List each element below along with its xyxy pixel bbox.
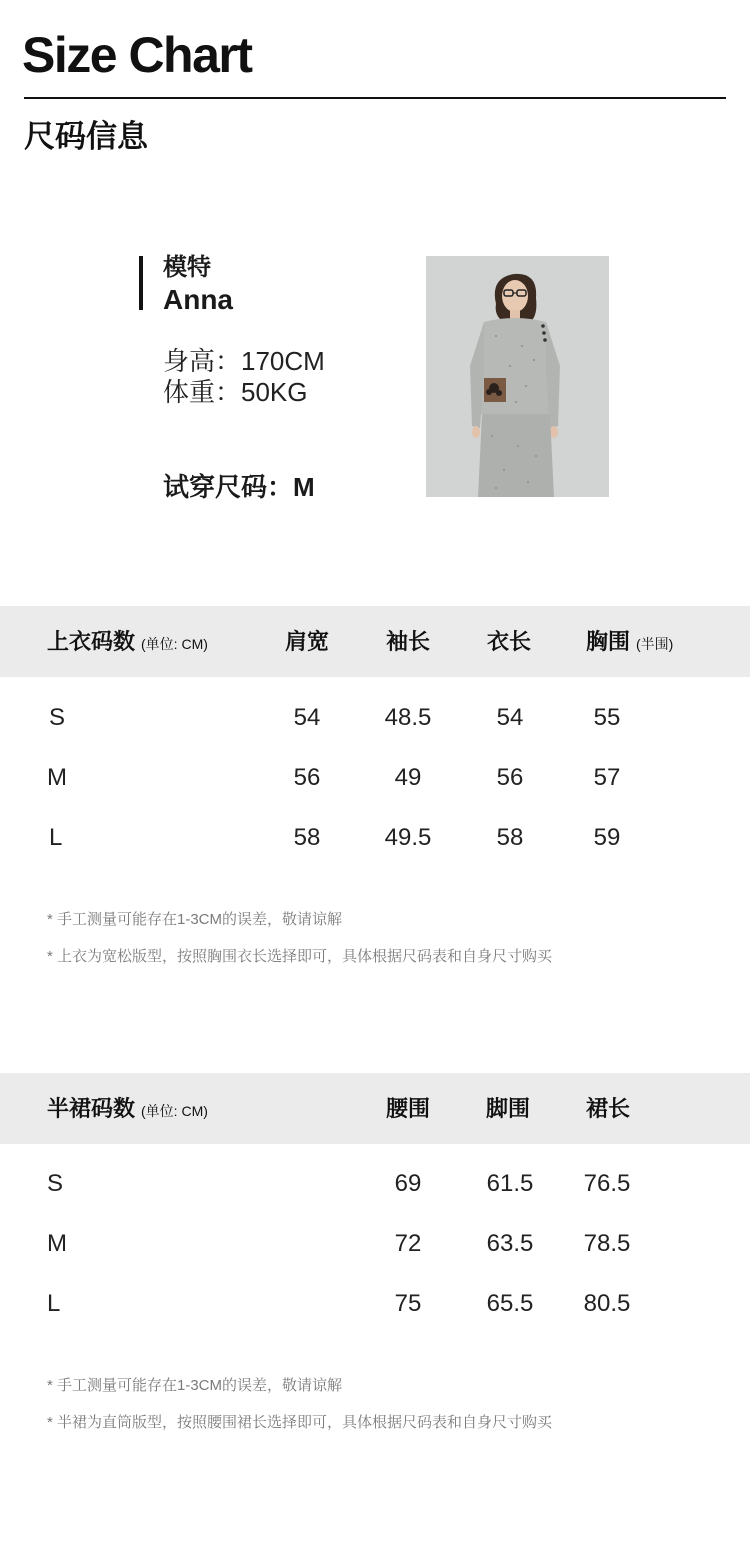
top-note-tolerance: * 手工测量可能存在1-3CM的误差，敬请谅解 bbox=[47, 911, 343, 928]
model-accent-bar bbox=[139, 256, 143, 310]
page-title-en: Size Chart bbox=[22, 27, 252, 83]
skirt-header-hem: 脚围 bbox=[485, 1096, 531, 1121]
value-cell: 65.5 bbox=[486, 1290, 534, 1317]
value-cell: 56 bbox=[293, 764, 321, 791]
skirt-note-fit: * 半裙为直筒版型，按照腰围裙长选择即可，具体根据尺码表和自身尺寸购买 bbox=[47, 1414, 553, 1431]
value-cell: 48.5 bbox=[384, 704, 432, 731]
model-weight: 体重：50KG bbox=[163, 377, 308, 407]
value-cell: 75 bbox=[394, 1290, 422, 1317]
value-cell: 59 bbox=[593, 824, 621, 851]
size-cell: M bbox=[47, 764, 67, 791]
value-cell: 58 bbox=[293, 824, 321, 851]
skirt-table-title bbox=[47, 1073, 208, 1144]
top-header-length: 衣长 bbox=[486, 629, 532, 654]
value-cell: 57 bbox=[593, 764, 621, 791]
value-cell: 58 bbox=[496, 824, 524, 851]
value-cell: 49 bbox=[394, 764, 422, 791]
value-cell: 78.5 bbox=[583, 1230, 631, 1257]
skirt-table-unit: (单位: CM) bbox=[141, 1103, 208, 1119]
skirt-table-title-text: 半裙码数 bbox=[47, 1096, 136, 1121]
value-cell: 80.5 bbox=[583, 1290, 631, 1317]
value-cell: 54 bbox=[496, 704, 524, 731]
value-cell: 54 bbox=[293, 704, 321, 731]
skirt-table-header bbox=[0, 1073, 750, 1144]
page-title-cn: 尺码信息 bbox=[24, 119, 148, 154]
top-header-chest bbox=[586, 606, 673, 677]
model-name: Anna bbox=[163, 284, 233, 315]
size-cell: L bbox=[49, 824, 63, 851]
top-table-header bbox=[0, 606, 750, 677]
value-cell: 56 bbox=[496, 764, 524, 791]
size-cell: M bbox=[47, 1230, 67, 1257]
value-cell: 76.5 bbox=[583, 1170, 631, 1197]
model-height: 身高：170CM bbox=[163, 346, 325, 376]
skirt-header-length: 裙长 bbox=[585, 1096, 631, 1121]
skirt-note-tolerance: * 手工测量可能存在1-3CM的误差，敬请谅解 bbox=[47, 1377, 343, 1394]
value-cell: 61.5 bbox=[486, 1170, 534, 1197]
top-table-title-text: 上衣码数 bbox=[47, 629, 136, 654]
value-cell: 69 bbox=[394, 1170, 422, 1197]
model-try-size: 试穿尺码：M bbox=[163, 472, 315, 502]
top-table-unit: (单位: CM) bbox=[141, 636, 208, 652]
model-photo bbox=[426, 256, 609, 497]
top-note-fit: * 上衣为宽松版型，按照胸围衣长选择即可，具体根据尺码表和自身尺寸购买 bbox=[47, 948, 553, 965]
value-cell: 55 bbox=[593, 704, 621, 731]
size-cell: S bbox=[49, 704, 66, 731]
size-cell: L bbox=[47, 1290, 61, 1317]
model-label: 模特 bbox=[163, 254, 211, 281]
top-header-chest-note: (半围) bbox=[636, 636, 674, 652]
top-header-sleeve: 袖长 bbox=[385, 629, 431, 654]
top-header-shoulder: 肩宽 bbox=[284, 629, 330, 654]
size-cell: S bbox=[47, 1170, 64, 1197]
value-cell: 72 bbox=[394, 1230, 422, 1257]
skirt-header-waist: 腰围 bbox=[385, 1096, 431, 1121]
top-table-title bbox=[47, 606, 208, 677]
title-divider bbox=[24, 97, 726, 99]
top-header-chest-text: 胸围 bbox=[586, 629, 631, 654]
value-cell: 63.5 bbox=[486, 1230, 534, 1257]
value-cell: 49.5 bbox=[384, 824, 432, 851]
